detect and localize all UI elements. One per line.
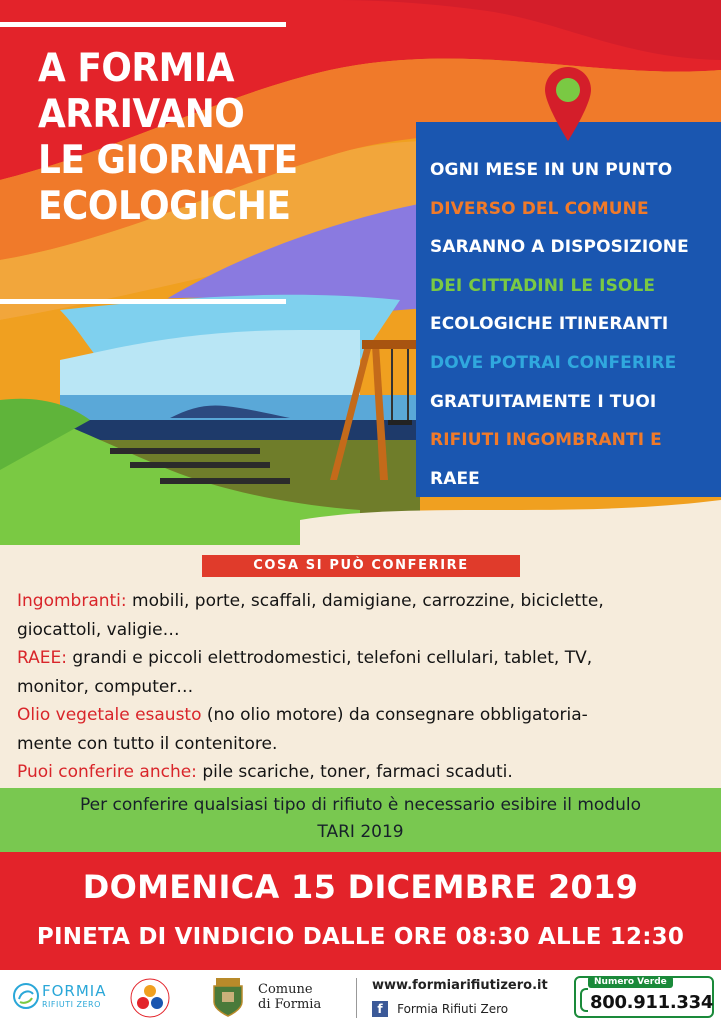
info-line: DEI CITTADINI LE ISOLE bbox=[430, 275, 656, 296]
info-line: OGNI MESE IN UN PUNTO bbox=[430, 160, 673, 180]
logo-sub-text: RIFIUTI ZERO bbox=[42, 1000, 101, 1009]
coat-of-arms-icon bbox=[210, 976, 246, 1018]
facebook-link[interactable] bbox=[372, 998, 508, 1016]
toll-free-number-box bbox=[574, 976, 714, 1018]
info-line: RAEE bbox=[430, 468, 480, 489]
section-heading: COSA SI PUÒ CONFERIRE bbox=[202, 555, 520, 577]
title-top-rule bbox=[0, 22, 286, 27]
logo-main-text: FORMIA bbox=[42, 982, 107, 1000]
item-text: mobili, porte, scaffali, damigiane, carrozzine, biciclette, bbox=[126, 591, 604, 611]
item-text: grandi e piccoli elettrodomestici, telefoni cellulari, tablet, TV, bbox=[66, 648, 593, 668]
notice-line: Per conferire qualsiasi tipo di rifiuto è necessario esibire il modulo bbox=[80, 795, 641, 815]
item-category: Olio vegetale esausto bbox=[17, 705, 202, 725]
page-title bbox=[38, 46, 298, 230]
comune-name bbox=[258, 982, 321, 1012]
comune-line: Comune bbox=[258, 982, 313, 997]
title-line: ARRIVANO bbox=[38, 92, 245, 137]
list-item bbox=[17, 587, 717, 616]
accepted-items-list bbox=[17, 587, 717, 787]
item-continuation: mente con tutto il contenitore. bbox=[17, 733, 278, 754]
footer-divider bbox=[356, 978, 357, 1018]
item-category: Puoi conferire anche: bbox=[17, 762, 197, 782]
facebook-icon: f bbox=[372, 1001, 388, 1017]
comune-line: di Formia bbox=[258, 997, 322, 1012]
list-item bbox=[17, 644, 717, 673]
item-text: (no olio motore) da consegnare obbligatoria- bbox=[201, 705, 588, 725]
list-item bbox=[17, 701, 717, 730]
volunteer-emblem-icon bbox=[128, 976, 172, 1020]
info-line: ECOLOGICHE ITINERANTI bbox=[430, 314, 669, 335]
toll-free-number[interactable]: 800.911.334 bbox=[590, 992, 714, 1013]
info-line: GRATUITAMENTE I TUOI bbox=[430, 391, 657, 412]
title-bottom-rule bbox=[0, 299, 286, 304]
notice-line: TARI 2019 bbox=[317, 822, 404, 842]
item-continuation: monitor, computer… bbox=[17, 676, 194, 697]
title-line: ECOLOGICHE bbox=[38, 184, 291, 229]
toll-free-label: Numero Verde bbox=[588, 976, 673, 988]
facebook-page-name: Formia Rifiuti Zero bbox=[397, 1001, 509, 1016]
info-line: SARANNO A DISPOSIZIONE bbox=[430, 237, 689, 258]
item-category: RAEE: bbox=[17, 648, 67, 668]
info-line: RIFIUTI INGOMBRANTI E bbox=[430, 430, 662, 451]
info-text bbox=[430, 151, 720, 498]
website-link[interactable]: www.formiarifiutizero.it bbox=[372, 978, 548, 993]
item-continuation: giocattoli, valigie… bbox=[17, 619, 180, 640]
info-line: DIVERSO DEL COMUNE bbox=[430, 198, 649, 219]
event-place-time: PINETA DI VINDICIO DALLE ORE 08:30 ALLE 12:30 bbox=[36, 924, 685, 950]
list-item bbox=[17, 758, 717, 787]
title-line: LE GIORNATE bbox=[38, 138, 298, 183]
formia-rifiuti-zero-logo-icon bbox=[12, 982, 40, 1010]
info-line: DOVE POTRAI CONFERIRE bbox=[430, 352, 677, 373]
map-pin-icon bbox=[543, 65, 593, 145]
item-text: pile scariche, toner, farmaci scaduti. bbox=[196, 762, 513, 782]
footer bbox=[0, 970, 721, 1024]
notice-text bbox=[0, 792, 721, 846]
event-date: DOMENICA 15 DICEMBRE 2019 bbox=[82, 868, 639, 906]
phone-icon bbox=[580, 988, 588, 1012]
item-category: Ingombranti: bbox=[17, 591, 127, 611]
title-line: A FORMIA bbox=[38, 46, 235, 91]
